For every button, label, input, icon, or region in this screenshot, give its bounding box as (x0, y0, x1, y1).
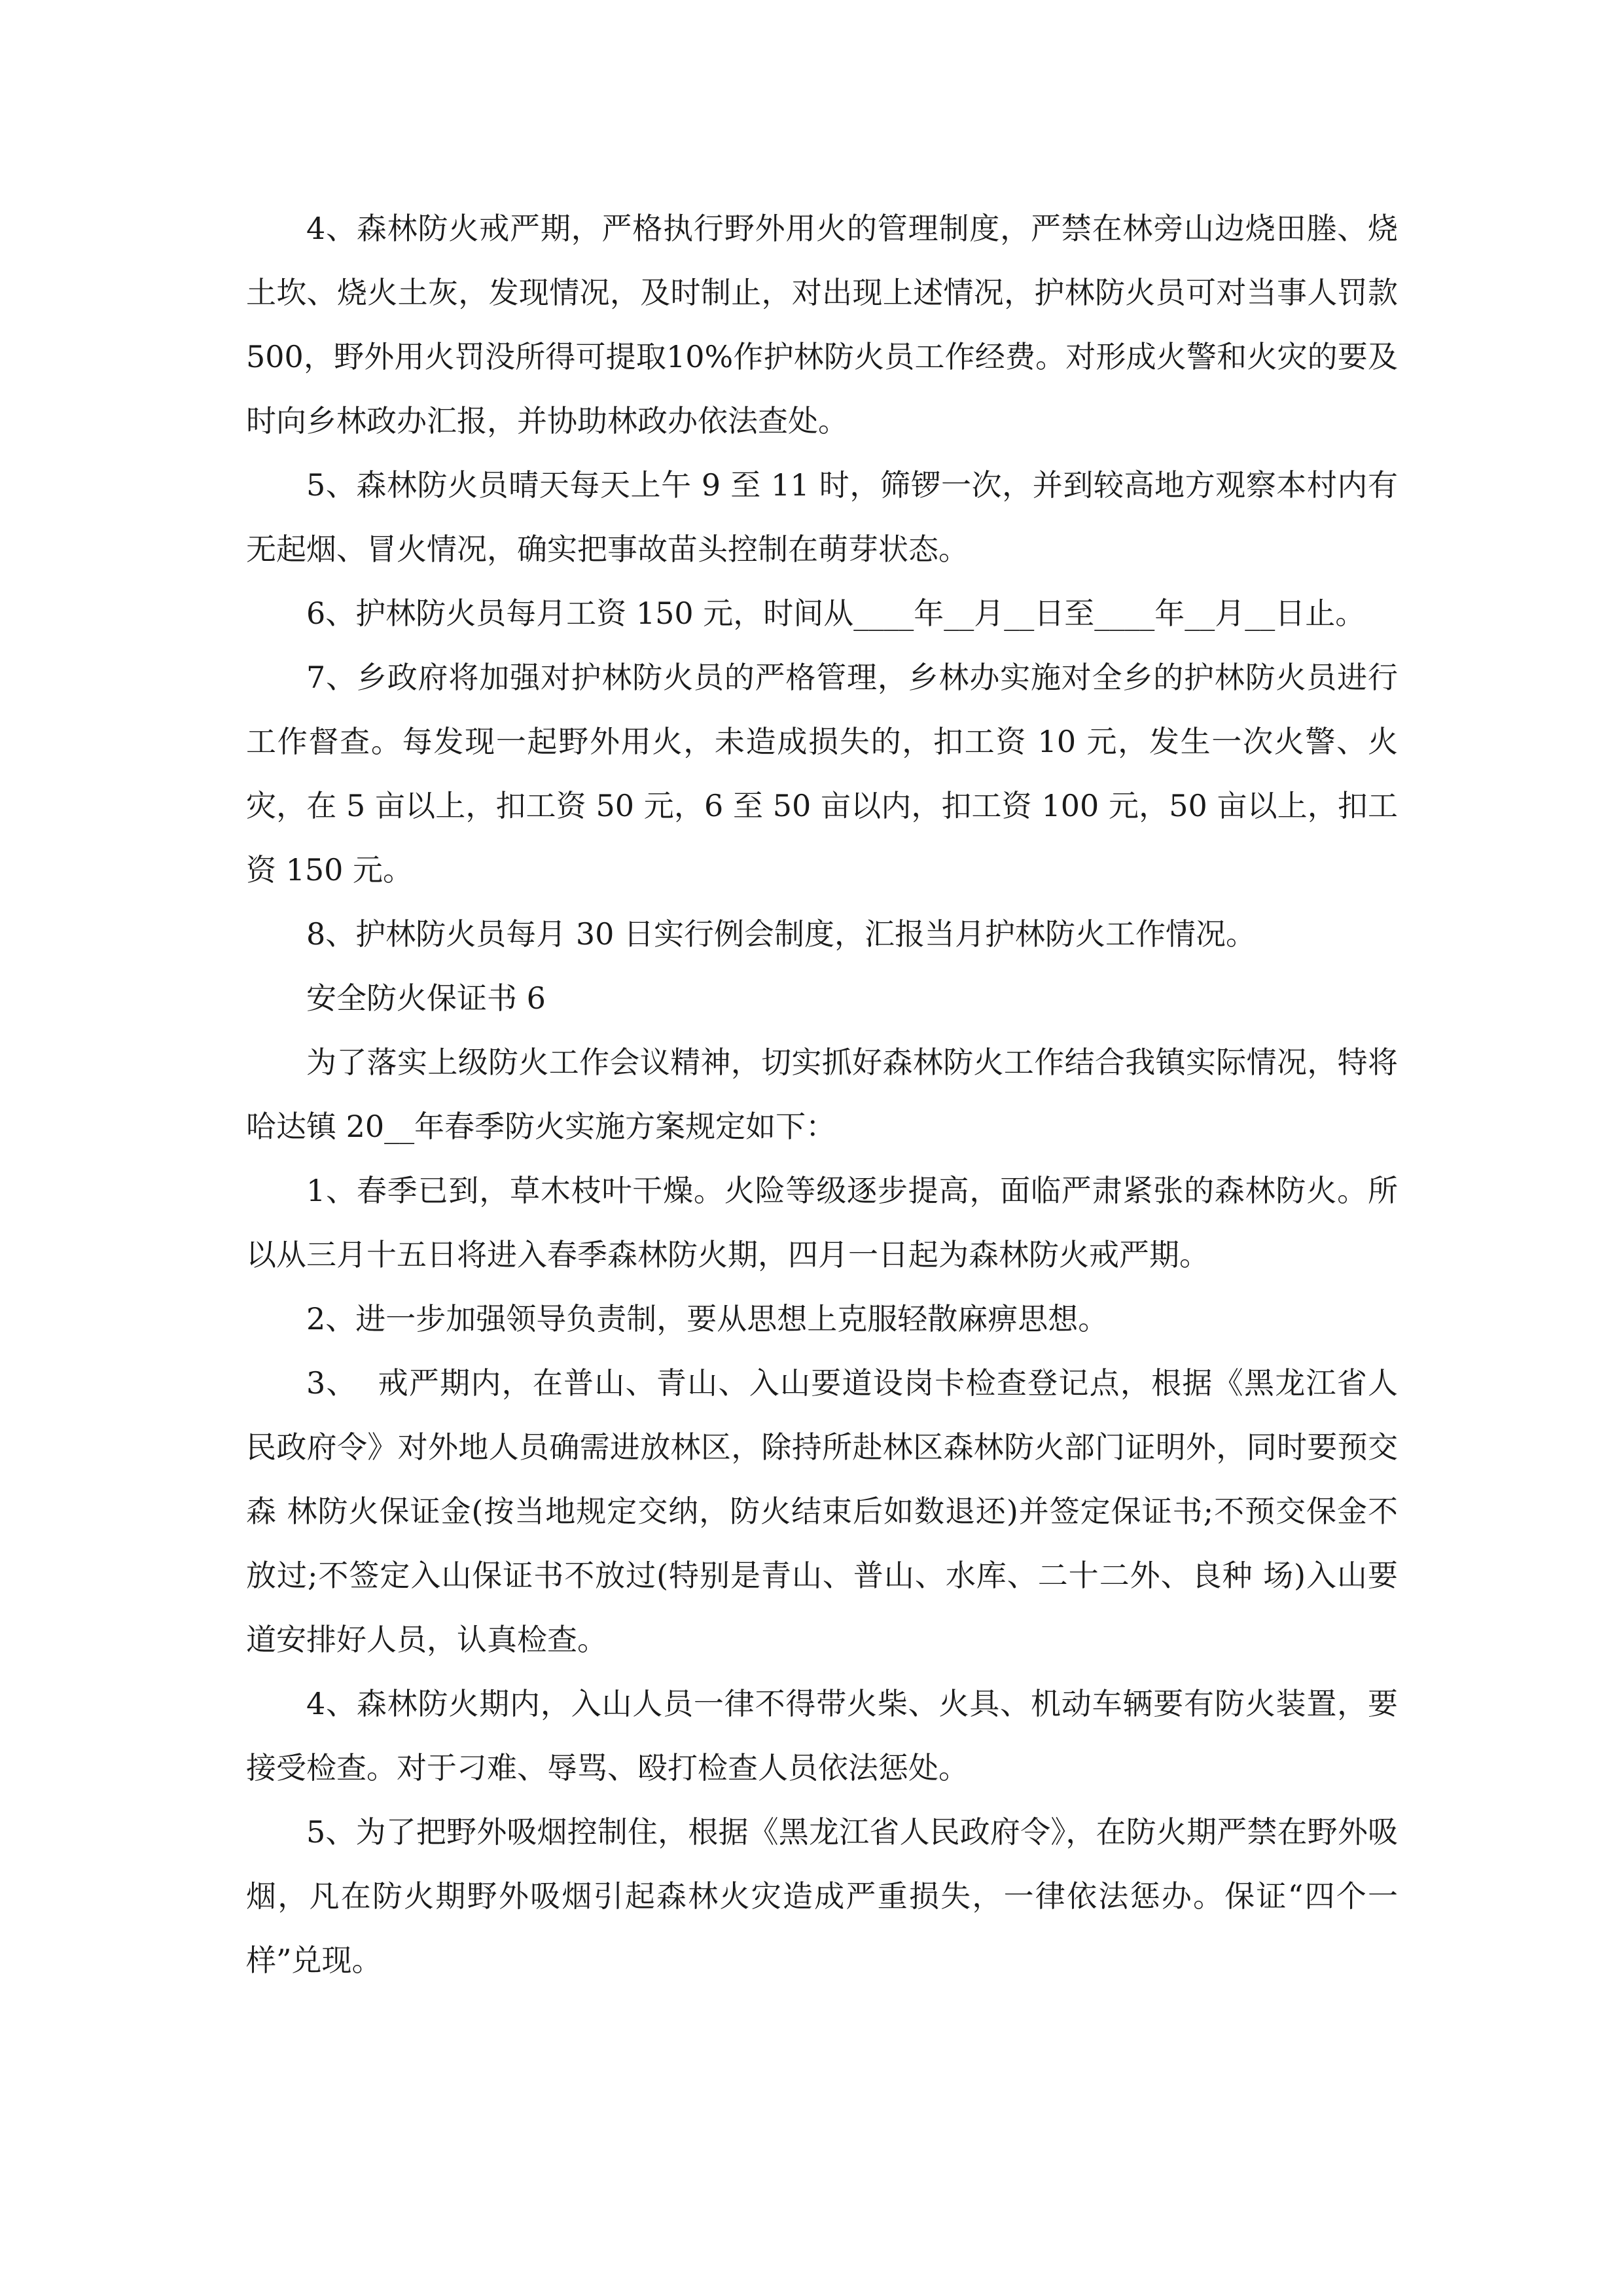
document-page (246, 196, 1398, 1992)
section-title: 安全防火保证书 6 (306, 980, 546, 1016)
rule-5: 5、为了把野外吸烟控制住，根据《黑龙江省人民政府令》，在防火期严禁在野外吸烟，凡在防火期野外吸烟引起森林火灾造成严重损失，一律依法惩办。保证“四个一样”兑现。 (246, 1814, 1398, 1978)
paragraph-7: 7、乡政府将加强对护林防火员的严格管理，乡林办实施对全乡的护林防火员进行工作督查。每发现一起野外用火，未造成损失的，扣工资 10 元，发生一次火警、火灾，在 5 亩以上，扣工资 50 元，6 至 50 亩以内，扣工资 100 元，50 亩以上，扣工资 150 元。 (246, 660, 1398, 888)
paragraph-6: 6、护林防火员每月工资 150 元，时间从____年__月__日至____年__月__日止。 (306, 596, 1366, 631)
paragraph-8: 8、护林防火员每月 30 日实行例会制度，汇报当月护林防火工作情况。 (306, 916, 1257, 952)
rule-4: 4、森林防火期内，入山人员一律不得带火柴、火具、机动车辆要有防火装置，要接受检查。对于刁难、辱骂、殴打检查人员依法惩处。 (246, 1686, 1398, 1785)
rule-1: 1、春季已到，草木枝叶干燥。火险等级逐步提高，面临严肃紧张的森林防火。所以从三月十五日将进入春季森林防火期，四月一日起为森林防火戒严期。 (246, 1173, 1398, 1272)
paragraph-4: 4、森林防火戒严期，严格执行野外用火的管理制度，严禁在林旁山边烧田塍、烧土坎、烧火土灰，发现情况，及时制止，对出现上述情况，护林防火员可对当事人罚款500，野外用火罚没所得可提取10%作护林防火员工作经费。对形成火警和火灾的要及时向乡林政办汇报，并协助林政办依法查处。 (246, 211, 1398, 439)
rule-3: 3、 戒严期内，在普山、青山、入山要道设岗卡检查登记点，根据《黑龙江省人民政府令》对外地人员确需进放林区，除持所赴林区森林防火部门证明外，同时要预交森 林防火保证金(按当地规定交纳，防火结束后如数退还)并签定保证书;不预交保金不放过;不签定入山保证书不放过(特别是青山、普山、水库、二十二外、良种 场)入山要道安排好人员，认真检查。 (246, 1365, 1398, 1657)
rule-2: 2、进一步加强领导负责制，要从思想上克服轻散麻痹思想。 (306, 1301, 1109, 1336)
intro-paragraph: 为了落实上级防火工作会议精神，切实抓好森林防火工作结合我镇实际情况，特将哈达镇 20__年春季防火实施方案规定如下： (246, 1045, 1398, 1144)
paragraph-5: 5、森林防火员晴天每天上午 9 至 11 时，筛锣一次，并到较高地方观察本村内有无起烟、冒火情况，确实把事故苗头控制在萌芽状态。 (246, 467, 1398, 567)
